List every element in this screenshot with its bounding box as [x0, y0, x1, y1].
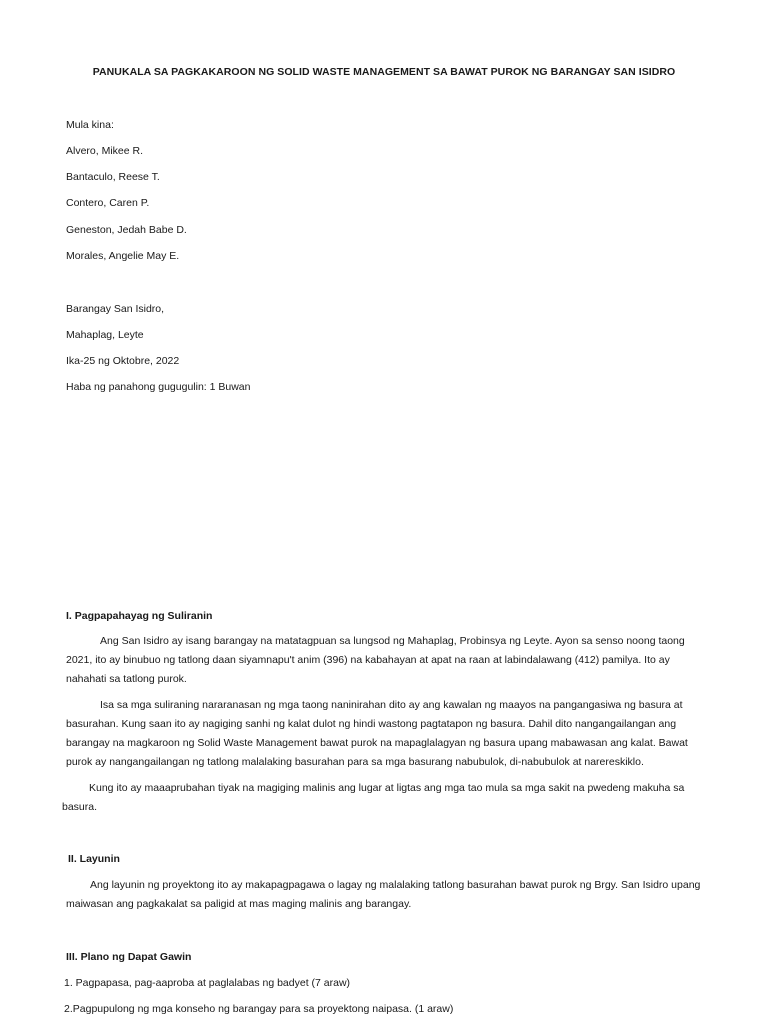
- section2-heading: II. Layunin: [68, 853, 120, 865]
- document-title: PANUKALA SA PAGKAKAROON NG SOLID WASTE MANAGEMENT SA BAWAT PUROK NG BARANGAY SAN ISIDRO: [92, 66, 676, 78]
- author-name: Geneston, Jedah Babe D.: [66, 224, 187, 236]
- author-name: Bantaculo, Reese T.: [66, 171, 160, 183]
- author-name: Morales, Angelie May E.: [66, 250, 180, 262]
- section1-paragraph1: [66, 632, 706, 689]
- section1-paragraph3: [62, 779, 702, 817]
- author-name: Contero, Caren P.: [66, 197, 150, 209]
- plan-item: 1. Pagpapasa, pag-aaproba at paglalabas ng badyet (7 araw): [64, 977, 351, 989]
- plan-item: 2.Pagpupulong ng mga konseho ng barangay para sa proyektong naipasa. (1 araw): [64, 1003, 454, 1015]
- project-duration: Haba ng panahong gugugulin: 1 Buwan: [66, 381, 251, 393]
- paragraph-text: Kung ito ay maaaprubahan tiyak na magiging malinis ang lugar at ligtas ang mga tao mula sa mga sakit na pwedeng makuha sa basura.: [62, 782, 685, 813]
- location-line2: Mahaplag, Leyte: [66, 329, 144, 341]
- paragraph-text: Ang San Isidro ay isang barangay na matatagpuan sa lungsod ng Mahaplag, Probinsya ng Leyte. Ayon sa senso noong taong 2021, ito ay binubuo ng tatlong daan siyamnapu't anim (396) na kabahayan at apat na raan at labindalawang (412) pamilya. Ito ay nahahati sa tatlong purok.: [66, 635, 685, 685]
- paragraph-text: Isa sa mga suliraning nararanasan ng mga taong naninirahan dito ay ang kawalan ng maayos na pangangasiwa ng basura at basurahan. Kung saan ito ay nagiging sanhi ng kalat dulot ng hindi wastong pagtatapon ng basura. Dahil dito nangangailangan ang barangay na magkaroon ng Solid Waste Management bawat purok na mapaglalagyan ng basura upang mabawasan ang kalat. Bawat purok ay nangangailangan ng tatlong malalaking basurahan para sa mga basurang nabubulok, di-nabubulok at narereskiklo.: [66, 699, 688, 768]
- from-label: Mula kina:: [66, 119, 114, 131]
- section1-heading: I. Pagpapahayag ng Suliranin: [66, 610, 213, 622]
- section3-heading: III. Plano ng Dapat Gawin: [66, 951, 192, 963]
- author-name: Alvero, Mikee R.: [66, 145, 144, 157]
- location-line1: Barangay San Isidro,: [66, 303, 165, 315]
- section2-paragraph1: [66, 876, 706, 914]
- paragraph-text: Ang layunin ng proyektong ito ay makapagpagawa o lagay ng malalaking tatlong basurahan bawat purok ng Brgy. San Isidro upang maiwasan ang pagkakalat sa paligid at mas maging malinis ang barangay.: [66, 879, 701, 910]
- document-date: Ika-25 ng Oktobre, 2022: [66, 355, 180, 367]
- section1-paragraph2: [66, 696, 706, 772]
